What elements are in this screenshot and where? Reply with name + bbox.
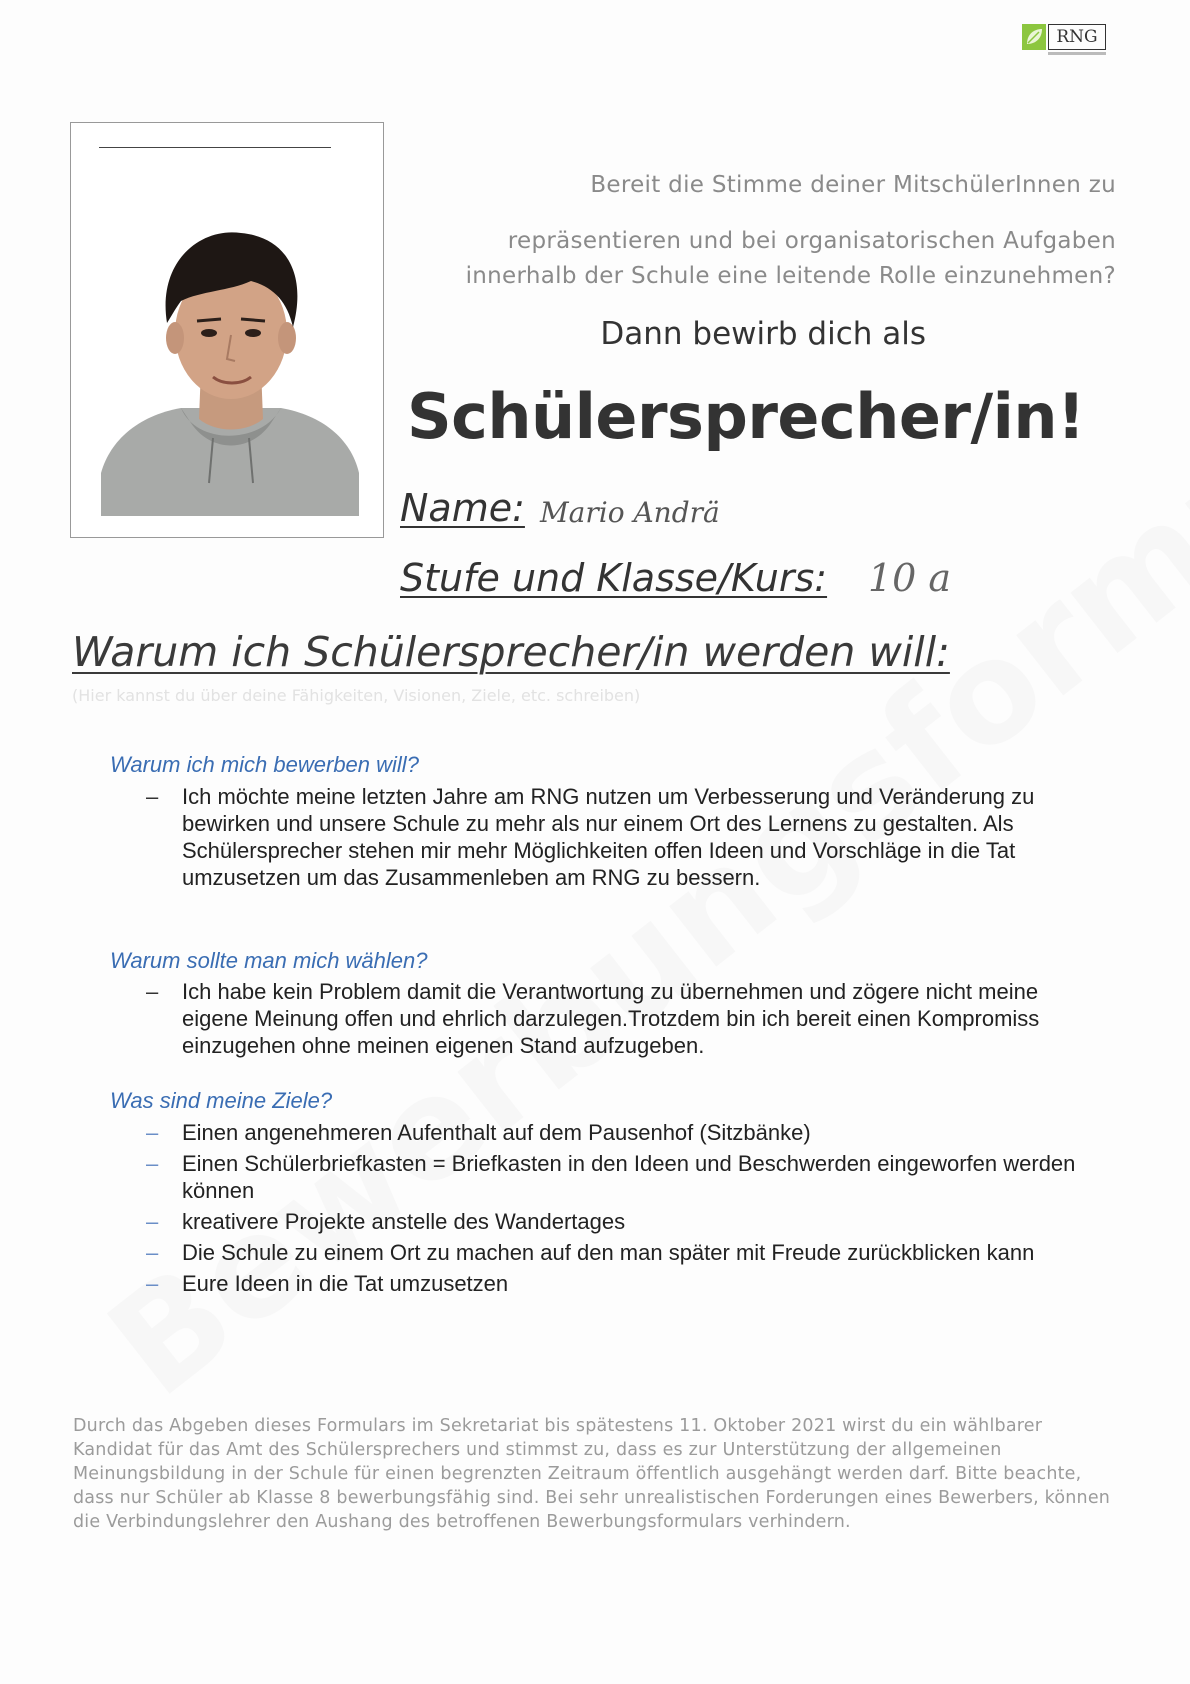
leaf-icon (1022, 24, 1046, 50)
photo-frame (70, 122, 384, 538)
dash-bullet: – (146, 784, 159, 809)
dash-bullet: – (146, 1151, 159, 1176)
hint-text: (Hier kannst du über deine Fähigkeiten, Visionen, Ziele, etc. schreiben) (72, 686, 641, 705)
dash-bullet: – (146, 1209, 159, 1234)
name-value: Mario Andrä (540, 496, 720, 529)
class-value: 10 a (868, 556, 952, 600)
photo-frame-rule (99, 147, 331, 148)
list-item (146, 1119, 1076, 1146)
answer-list (146, 978, 1076, 1059)
list-item-text: kreativere Projekte anstelle des Wandertages (182, 1209, 626, 1234)
list-item-text: Ich möchte meine letzten Jahre am RNG nutzen um Verbesserung und Veränderung zu bewirken und unsere Schule zu mehr als nur einem Ort des Lernens zu gestalten. Als Schülersprecher stehen mir mehr Möglichkeiten offen Ideen und Vorschläge in die Tat umzusetzen um das Zusammenleben am RNG zu bessern. (182, 784, 1035, 890)
question-heading: Warum sollte man mich wählen? (110, 948, 428, 973)
dash-bullet: – (146, 1271, 159, 1296)
dash-bullet: – (146, 979, 159, 1004)
list-item (146, 1239, 1076, 1266)
list-item (146, 978, 1076, 1059)
goals-list (146, 1119, 1076, 1301)
section-heading: Warum ich Schülersprecher/in werden will: (72, 628, 950, 676)
name-label: Name: (400, 486, 525, 530)
portrait-photo (101, 183, 359, 516)
footer-notice: Durch das Abgeben dieses Formulars im Sekretariat bis spätestens 11. Oktober 2021 wirst du ein wählbarer Kandidat für das Amt des Schülersprechers und stimmst zu, dass es zur Unterstützung der allgemeinen Meinungsbildung in der Schule für einen begrenzten Zeitraum öffentlich ausgehängt werden darf. Bitte beachte, dass nur Schüler ab Klasse 8 bewerbungsfähig sind. Bei sehr unrealistischen Forderungen eines Bewerbers, können die Verbindungslehrer den Aushang des betroffenen Bewerbungsformulars verhindern. (73, 1416, 1111, 1532)
question-heading: Was sind meine Ziele? (110, 1088, 333, 1113)
question-heading: Warum ich mich bewerben will? (110, 752, 419, 777)
list-item (146, 1150, 1076, 1204)
list-item-text: Einen angenehmeren Aufenthalt auf dem Pausenhof (Sitzbänke) (182, 1120, 811, 1145)
list-item-text: Die Schule zu einem Ort zu machen auf den man später mit Freude zurückblicken kann (182, 1240, 1035, 1265)
dash-bullet: – (146, 1120, 159, 1145)
page-title: Schülersprecher/in! (407, 380, 1085, 453)
list-item-text: Einen Schülerbriefkasten = Briefkasten in den Ideen und Beschwerden eingeworfen werden können (182, 1151, 1076, 1203)
school-logo (1022, 24, 1112, 54)
intro-line-2: repräsentieren und bei organisatorischen Aufgaben (507, 228, 1116, 254)
list-item (146, 783, 1076, 891)
list-item (146, 1270, 1076, 1297)
intro-line-1: Bereit die Stimme deiner MitschülerInnen zu (590, 172, 1116, 198)
answer-list (146, 783, 1076, 891)
call-to-action: Dann bewirb dich als (600, 316, 926, 352)
intro-line-3: innerhalb der Schule eine leitende Rolle einzunehmen? (465, 263, 1116, 289)
list-item-text: Eure Ideen in die Tat umzusetzen (182, 1271, 509, 1296)
class-label: Stufe und Klasse/Kurs: (400, 556, 828, 600)
dash-bullet: – (146, 1240, 159, 1265)
logo-tagline (1048, 52, 1106, 55)
logo-text: RNG (1048, 24, 1106, 50)
list-item-text: Ich habe kein Problem damit die Verantwortung zu übernehmen und zögere nicht meine eigene Meinung offen und ehrlich darzulegen.Trotzdem bin ich bereit einen Kompromiss einzugehen ohne meinen eigenen Stand aufzugeben. (182, 979, 1040, 1058)
list-item (146, 1208, 1076, 1235)
